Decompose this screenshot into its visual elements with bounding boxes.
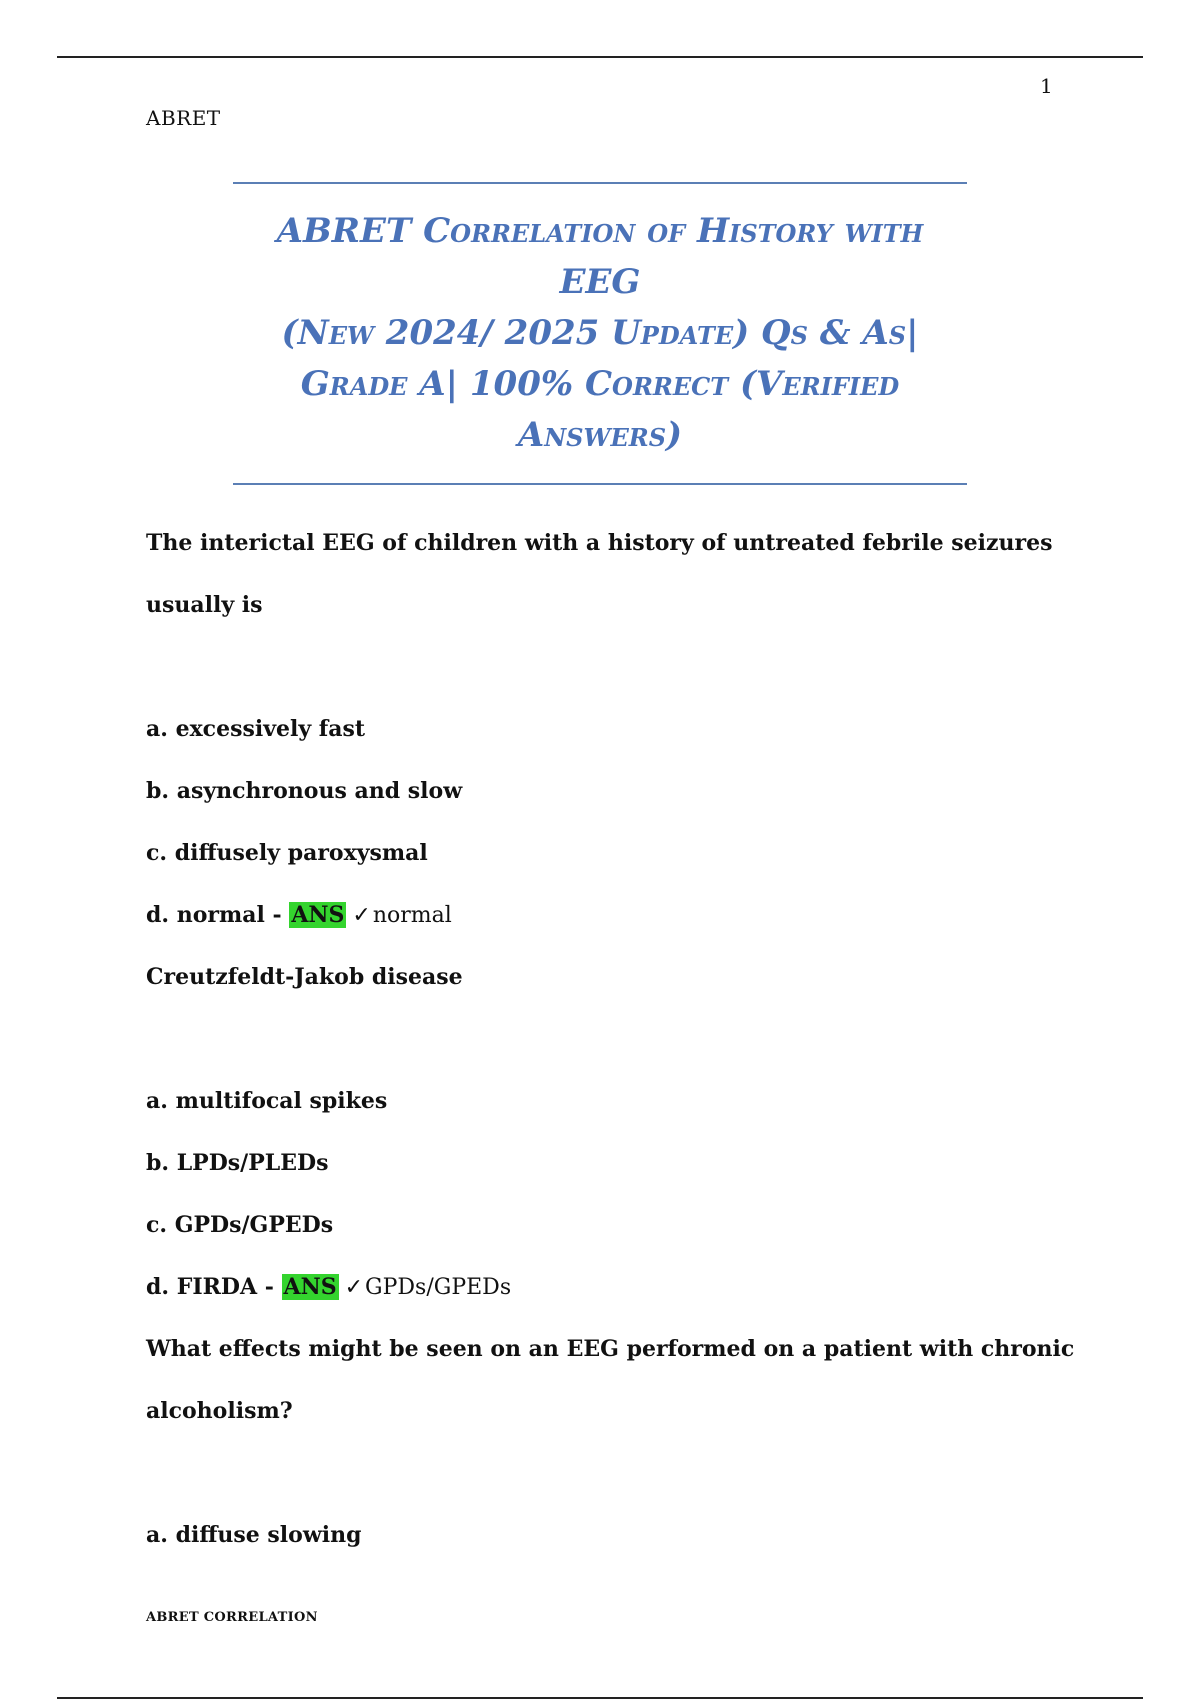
running-footer: ABRET CORRELATION bbox=[146, 1610, 318, 1625]
checkmark-icon: ✓ bbox=[344, 1275, 364, 1300]
question-1-stem-line-2: usually is bbox=[146, 592, 263, 618]
spacer bbox=[146, 1014, 1066, 1076]
question-list bbox=[146, 518, 1075, 1572]
question-1-option-b: b. asynchronous and slow bbox=[146, 778, 463, 804]
title-line-2: (New 2024/ 2025 Update) Qs & As| bbox=[281, 313, 919, 353]
bottom-rule bbox=[57, 1697, 1143, 1699]
ans-badge: ANS bbox=[283, 1274, 337, 1300]
running-header: ABRET bbox=[146, 106, 221, 130]
title-rule-bottom bbox=[233, 483, 967, 485]
question-2-option-d-row bbox=[146, 1262, 1066, 1324]
question-2-stem-line-1: Creutzfeldt-Jakob disease bbox=[146, 964, 463, 990]
question-2-option-b: b. LPDs/PLEDs bbox=[146, 1150, 329, 1176]
title-rule-top bbox=[233, 182, 967, 184]
question-1-option-c: c. diffusely paroxysmal bbox=[146, 840, 428, 866]
question-1-option-d-row bbox=[146, 890, 1066, 952]
title-line-4: Answers) bbox=[517, 415, 683, 455]
spacer bbox=[146, 642, 1066, 704]
question-2-option-c: c. GPDs/GPEDs bbox=[146, 1212, 334, 1238]
question-1-stem-line-1: The interictal EEG of children with a history of untreated febrile seizures bbox=[146, 530, 1053, 556]
question-3-option-a: a. diffuse slowing bbox=[146, 1522, 362, 1548]
title-line-1: ABRET Correlation of History with EEG bbox=[276, 211, 924, 302]
question-3-stem-line-1: What effects might be seen on an EEG performed on a patient with chronic bbox=[146, 1336, 1075, 1362]
page-number: 1 bbox=[1040, 74, 1053, 98]
spacer bbox=[146, 1448, 1066, 1510]
checkmark-icon: ✓ bbox=[352, 903, 371, 928]
question-2-option-a: a. multifocal spikes bbox=[146, 1088, 388, 1114]
question-2-answer: GPDs/GPEDs bbox=[365, 1275, 512, 1300]
question-3-stem-line-2: alcoholism? bbox=[146, 1398, 293, 1424]
document-title bbox=[233, 206, 967, 461]
top-rule bbox=[57, 56, 1143, 58]
question-1-answer: normal bbox=[372, 903, 452, 928]
question-1-option-a: a. excessively fast bbox=[146, 716, 366, 742]
ans-badge: ANS bbox=[291, 902, 345, 928]
question-1-option-d: d. normal - bbox=[146, 902, 282, 928]
title-line-3: Grade A| 100% Correct (Verified bbox=[300, 364, 900, 404]
question-2-option-d: d. FIRDA - bbox=[146, 1274, 274, 1300]
title-block bbox=[233, 182, 967, 485]
